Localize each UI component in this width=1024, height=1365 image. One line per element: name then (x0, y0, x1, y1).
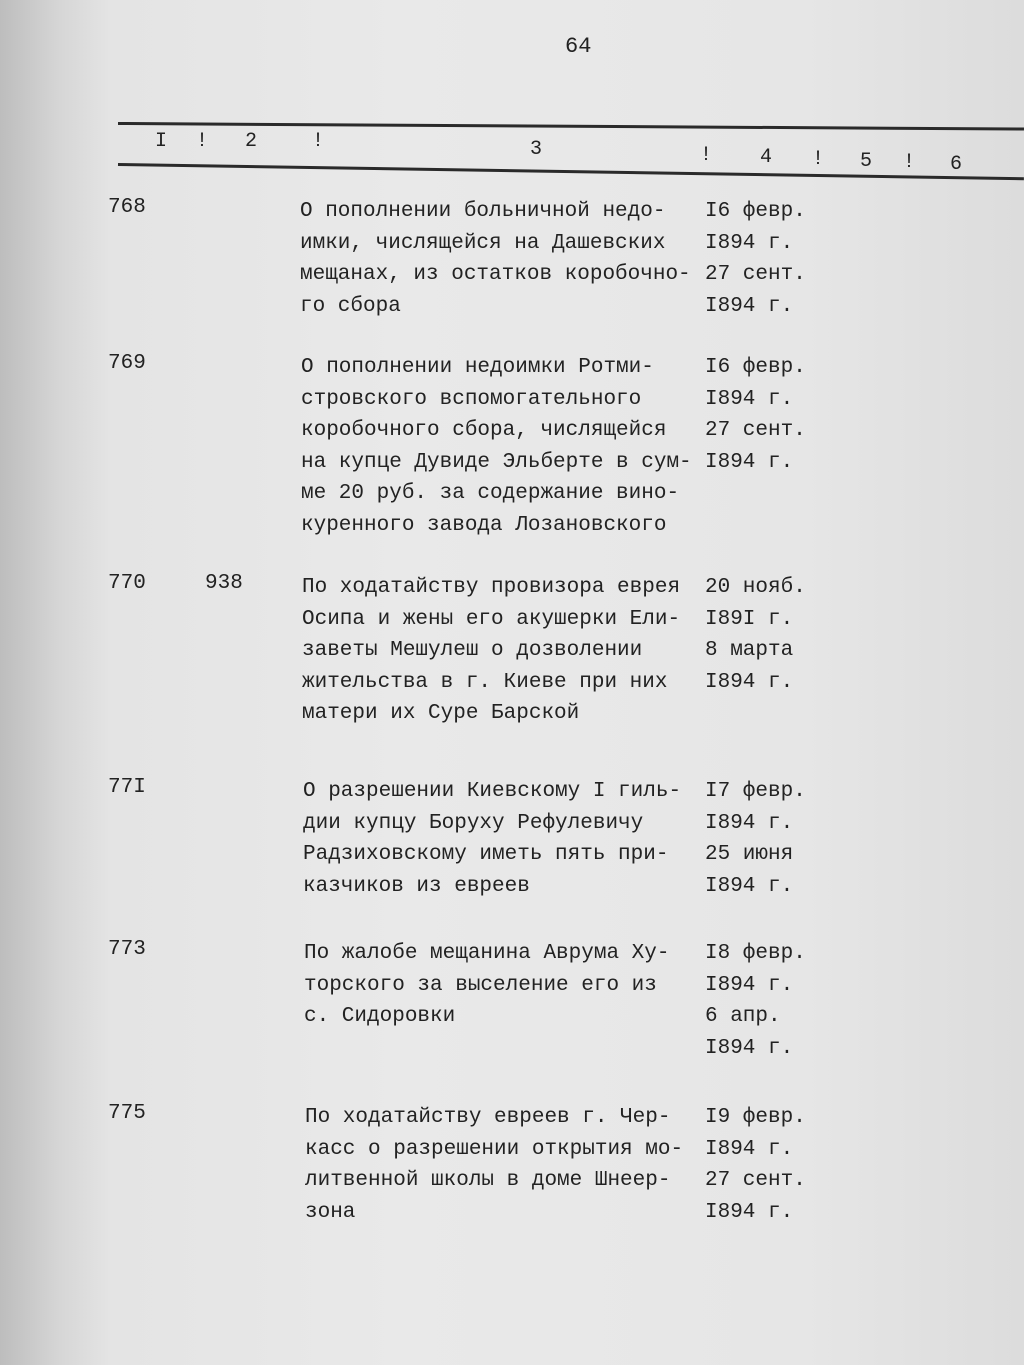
header-col-4: 4 (760, 146, 773, 169)
header-sep: ! (312, 130, 325, 153)
description-line: с. Сидоровки (304, 1005, 456, 1028)
date-line: 27 сент. (705, 263, 806, 286)
date-line: I894 г. (705, 874, 794, 898)
date-line: I8 февр. (705, 942, 806, 965)
date-line: I6 февр. (705, 356, 806, 379)
entry-col2: 938 (205, 572, 243, 595)
entry-dates (705, 572, 806, 698)
description-line: торского за выселение его из (304, 973, 657, 997)
description-line: имки, числящейся на Дашевских (300, 231, 666, 255)
date-line: I894 г. (705, 1137, 794, 1161)
description-line: матери их Суре Барской (302, 702, 580, 725)
entry-description (305, 1102, 683, 1228)
description-line: ме 20 руб. за содержание вино- (301, 482, 680, 505)
description-line: По жалобе мещанина Аврума Ху- (304, 942, 670, 965)
date-line: I89I г. (705, 607, 794, 631)
date-line: I894 г. (705, 670, 794, 694)
description-line: По ходатайству провизора еврея (302, 576, 681, 599)
entry-dates (705, 776, 806, 902)
description-line: зона (305, 1200, 356, 1224)
description-line: стровского вспомогательного (301, 387, 642, 411)
date-line: I894 г. (705, 450, 794, 474)
date-line: I894 г. (705, 811, 794, 835)
entry-description (303, 776, 681, 902)
entry-number: 77I (108, 776, 146, 799)
description-line: Осипа и жены его акушерки Ели- (302, 607, 681, 631)
header-col-6: 6 (950, 153, 963, 176)
entry-dates (705, 1102, 806, 1228)
description-line: По ходатайству евреев г. Чер- (305, 1106, 671, 1129)
description-line: жительства в г. Киеве при них (302, 670, 668, 694)
entry-number: 770 (108, 572, 146, 595)
header-col-1: I (155, 130, 168, 153)
description-line: Радзиховскому иметь пять при- (303, 843, 669, 866)
description-line: О пополнении больничной недо- (300, 200, 666, 223)
entry-dates (705, 938, 806, 1064)
entry-number: 768 (108, 196, 146, 219)
description-line: го сбора (300, 294, 401, 318)
header-sep: ! (196, 130, 209, 153)
date-line: 27 сент. (705, 419, 806, 442)
description-line: О пополнении недоимки Ротми- (301, 356, 654, 379)
description-line: коробочного сбора, числящейся (301, 419, 667, 442)
entry-number: 769 (108, 352, 146, 375)
date-line: 25 июня (705, 843, 794, 866)
date-line: I894 г. (705, 1036, 794, 1060)
date-line: I894 г. (705, 231, 794, 255)
date-line: I894 г. (705, 973, 794, 997)
entry-description (300, 196, 691, 322)
entry-dates (705, 196, 806, 322)
description-line: на купце Дувиде Эльберте в сум- (301, 450, 692, 474)
description-line: казчиков из евреев (303, 874, 530, 898)
date-line: I894 г. (705, 387, 794, 411)
date-line: I9 февр. (705, 1106, 806, 1129)
date-line: I6 февр. (705, 200, 806, 223)
header-col-2: 2 (245, 130, 258, 153)
date-line: 27 сент. (705, 1169, 806, 1192)
date-line: 20 нояб. (705, 576, 806, 599)
date-line: I894 г. (705, 1200, 794, 1224)
description-line: касс о разрешении открытия мо- (305, 1137, 684, 1161)
header-sep: ! (700, 144, 713, 167)
header-sep: ! (812, 148, 825, 171)
entry-description (304, 938, 669, 1033)
description-line: куренного завода Лозановского (301, 513, 667, 537)
entry-description (302, 572, 680, 730)
page-number: 64 (565, 34, 592, 59)
entry-number: 775 (108, 1102, 146, 1125)
header-col-3: 3 (530, 138, 543, 161)
date-line: 8 марта (705, 639, 794, 662)
description-line: О разрешении Киевскому I гиль- (303, 780, 682, 803)
entry-number: 773 (108, 938, 146, 961)
date-line: 6 апр. (705, 1005, 781, 1028)
date-line: I7 февр. (705, 780, 806, 803)
entry-description (301, 352, 692, 541)
description-line: заветы Мешулеш о дозволении (302, 639, 643, 662)
header-bottom-rule (118, 163, 1024, 180)
description-line: мещанах, из остатков коробочно- (300, 263, 691, 286)
date-line: I894 г. (705, 294, 794, 318)
description-line: литвенной школы в доме Шнеер- (305, 1169, 671, 1192)
entry-dates (705, 352, 806, 478)
description-line: дии купцу Боруху Рефулевичу (303, 811, 644, 835)
header-col-5: 5 (860, 150, 873, 173)
header-sep: ! (903, 151, 916, 174)
